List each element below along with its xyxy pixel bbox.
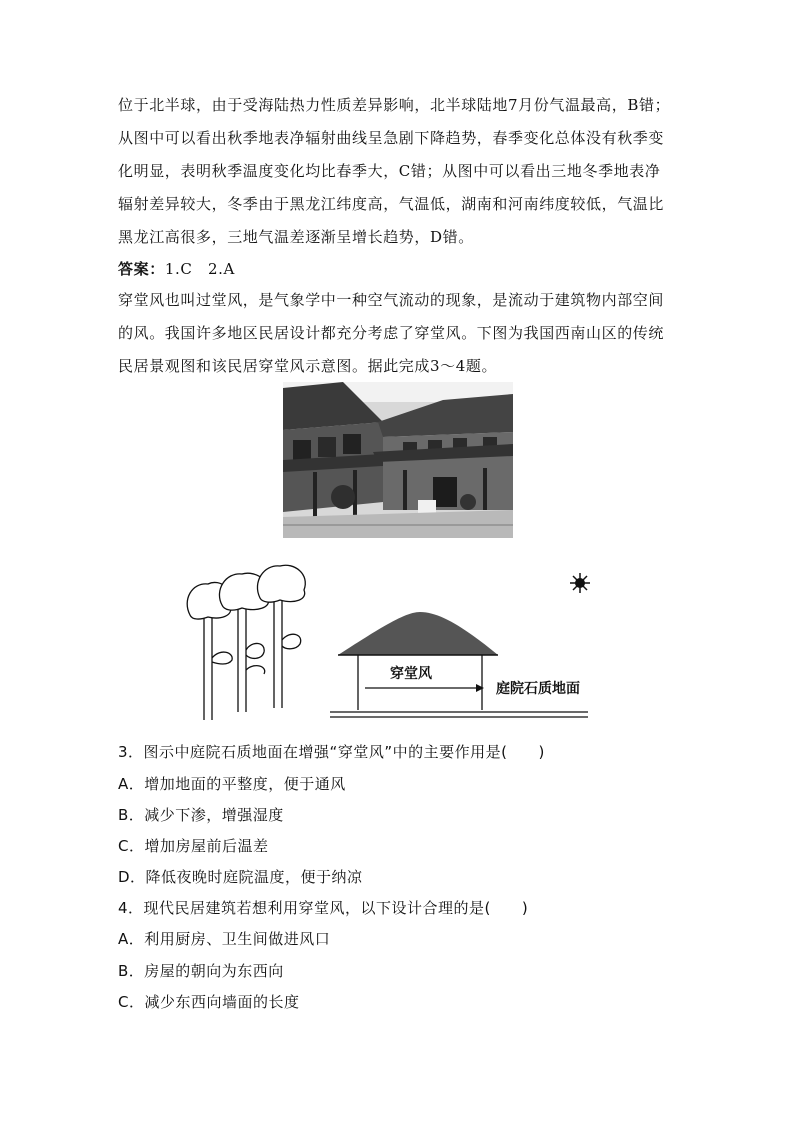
question-4-option-a: A．利用厨房、卫生间做进风口 (118, 930, 331, 948)
question-3-option-b: B．减少下渗，增强湿度 (118, 806, 284, 824)
intro-line-3: 化明显，表明秋季温度变化均比春季大，C错；从图中可以看出三地冬季地表净 (118, 162, 661, 180)
question-3-option-a: A．增加地面的平整度，便于通风 (118, 775, 346, 793)
passage-line-2: 的风。我国许多地区民居设计都充分考虑了穿堂风。下图为我国西南山区的传统 (118, 324, 665, 342)
answer-row (118, 258, 235, 279)
answer-label: 答案： (118, 260, 165, 278)
answer-value: 1.C 2.A (164, 260, 235, 278)
intro-line-1: 位于北半球，由于受海陆热力性质差异影响，北半球陆地7月份气温最高，B错； (118, 96, 671, 114)
question-3-stem: 3．图示中庭院石质地面在增强“穿堂风”中的主要作用是( ) (118, 743, 545, 761)
passage-line-3: 民居景观图和该民居穿堂风示意图。据此完成3～4题。 (118, 357, 498, 375)
ground-label: 庭院石质地面 (496, 681, 580, 697)
question-3-option-d: D．降低夜晚时庭院温度，便于纳凉 (118, 868, 363, 886)
intro-line-2: 从图中可以看出秋季地表净辐射曲线呈急剧下降趋势，春季变化总体没有秋季变 (118, 129, 665, 147)
intro-line-5: 黑龙江高很多，三地气温差逐渐呈增长趋势，D错。 (118, 228, 474, 246)
question-3-option-c: C．增加房屋前后温差 (118, 837, 269, 855)
wind-label: 穿堂风 (390, 666, 432, 682)
passage-line-1: 穿堂风也叫过堂风，是气象学中一种空气流动的现象，是流动于建筑物内部空间 (118, 291, 665, 309)
question-4-option-b: B．房屋的朝向为东西向 (118, 962, 284, 980)
question-4-option-c: C．减少东西向墙面的长度 (118, 993, 300, 1011)
wind-diagram-drawing (180, 560, 610, 730)
dwelling-photo-illustration (283, 382, 513, 538)
house-roof (338, 612, 498, 655)
trees (187, 565, 305, 720)
question-4-stem: 4．现代民居建筑若想利用穿堂风，以下设计合理的是( ) (118, 899, 529, 917)
sun-icon (570, 573, 590, 593)
dwelling-photo (283, 382, 513, 538)
wind-diagram (180, 560, 610, 730)
intro-line-4: 辐射差异较大，冬季由于黑龙江纬度高，气温低，湖南和河南纬度较低，气温比 (118, 195, 665, 213)
